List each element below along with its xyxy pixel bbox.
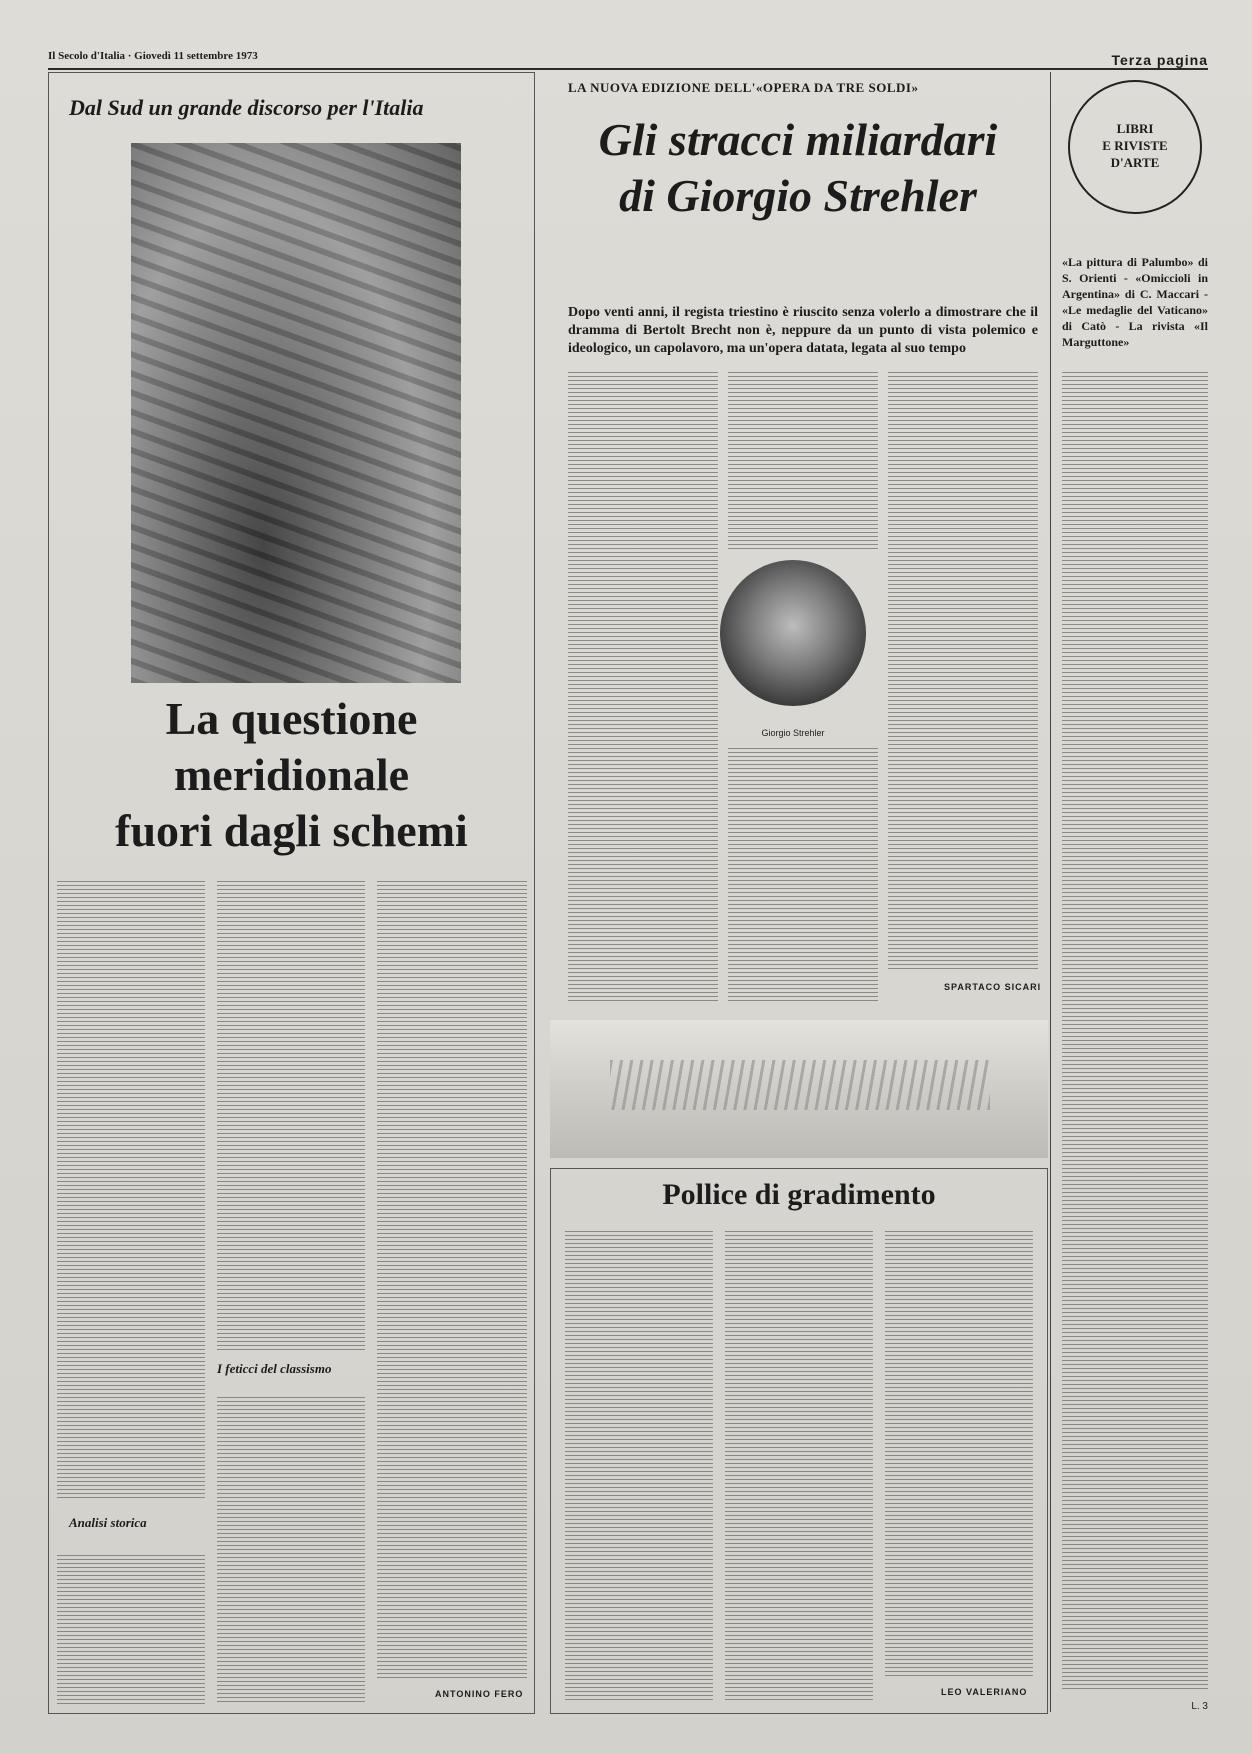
badge-line: E RIVISTE [1102,138,1168,153]
masthead-dateline: Il Secolo d'Italia · Giovedì 11 settembre 1973 [48,50,258,62]
portrait-caption: Giorgio Strehler [761,728,825,738]
middle-article [548,72,1048,1712]
left-headline [49,691,534,859]
subhead-analisi: Analisi storica [69,1515,147,1530]
pollice-box [550,1168,1048,1714]
left-body-col-2 [217,881,365,1351]
middle-body-col-3 [888,372,1038,972]
middle-title-line: di Giorgio Strehler [619,170,977,221]
left-article [48,72,535,1714]
left-byline: ANTONINO FERO [435,1689,524,1699]
pollice-byline: LEO VALERIANO [941,1687,1028,1697]
column-rule [1050,72,1051,1712]
left-headline-line: fuori dagli schemi [115,805,468,856]
middle-deck: Dopo venti anni, il regista triestino è riuscito senza volerlo a dimostrare che il dramma di Bertolt Brecht non è, neppure da un punto di vista polemico e ideologico, un capolavoro, ma un'opera datata, legata al suo tempo [568,305,1038,356]
pollice-title: Pollice di gradimento [662,1178,936,1211]
left-body-col-2b [217,1397,365,1703]
left-body-col-1b [57,1555,205,1705]
street-photo [131,143,461,683]
middle-title [548,112,1048,224]
left-headline-line: meridionale [173,749,410,800]
section-title: Terza pagina [1111,52,1208,68]
rubric-badge-text [1070,120,1200,171]
page-number: L. 3 [1191,1701,1208,1712]
strehler-portrait [720,560,866,706]
stage-photo [550,1020,1048,1158]
middle-body-col-2a [728,372,878,552]
badge-line: LIBRI [1116,121,1154,136]
masthead [48,48,1208,70]
middle-title-line: Gli stracci miliardari [598,114,998,165]
middle-body-col-2b [728,748,878,1002]
middle-body-col-1 [568,372,718,1002]
middle-kicker: LA NUOVA EDIZIONE DELL'«OPERA DA TRE SOLDI» [568,80,919,95]
right-deck: «La pittura di Palumbo» di S. Orienti - «Omiccioli in Argentina» di C. Maccari - «Le medaglie del Vaticano» di Catò - La rivista «Il Marguttone» [1062,255,1208,349]
pollice-col-3 [885,1231,1033,1679]
pollice-col-1 [565,1231,713,1701]
left-body-col-3 [377,881,527,1681]
badge-line: D'ARTE [1110,155,1160,170]
middle-byline: SPARTACO SICARI [944,982,1042,992]
pollice-col-2 [725,1231,873,1701]
left-body-col-1 [57,881,205,1501]
right-column [1058,72,1208,1712]
rubric-badge [1068,80,1202,214]
right-body [1062,372,1208,1692]
left-kicker: Dal Sud un grande discorso per l'Italia [69,95,424,120]
left-headline-line: La questione [165,693,418,744]
subhead-feticci: I feticci del classismo [217,1361,332,1376]
